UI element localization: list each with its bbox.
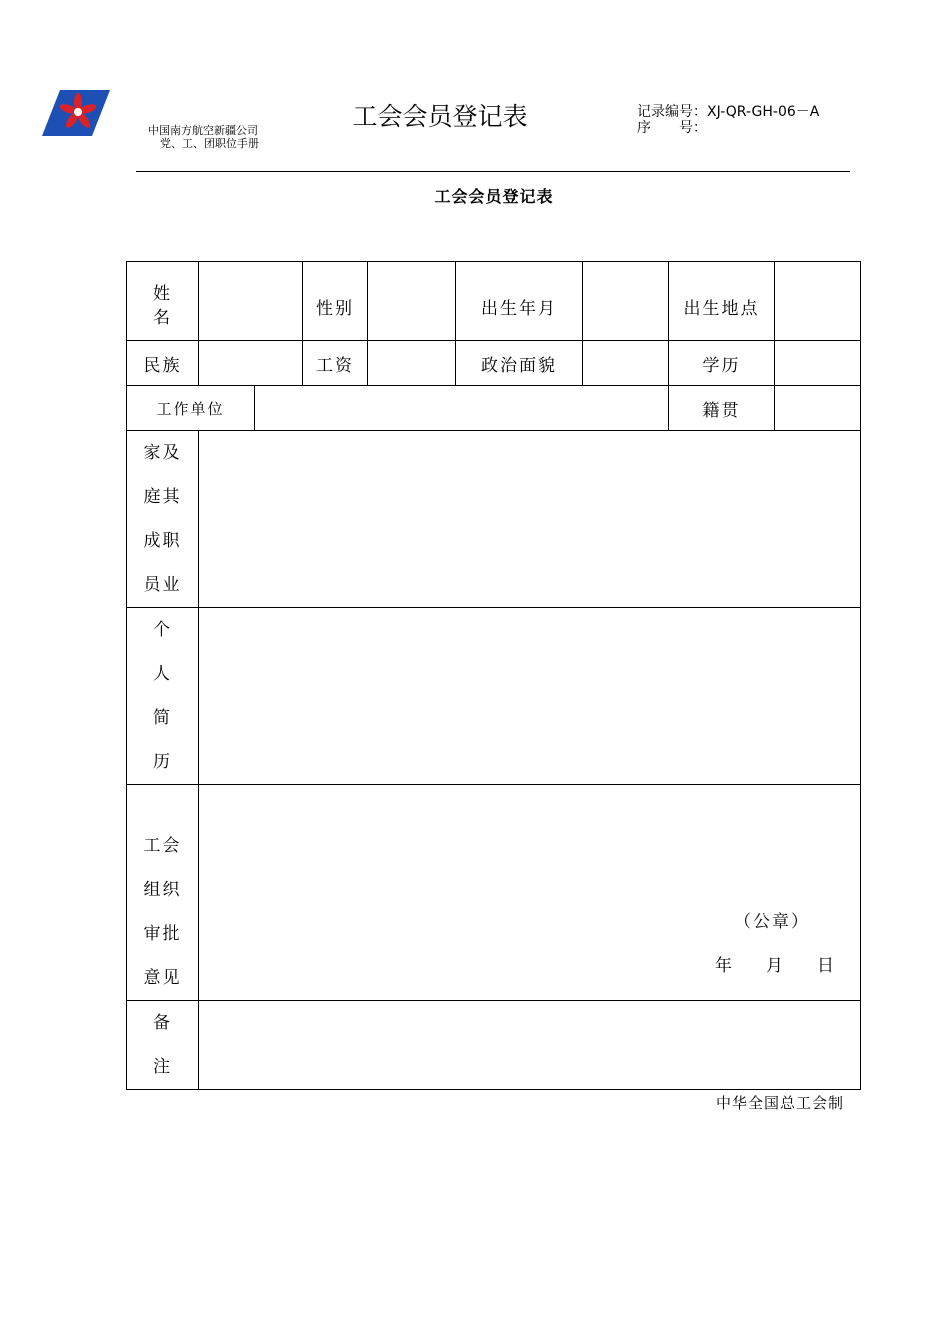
header-title: 工会会员登记表 bbox=[352, 102, 528, 131]
registration-form-table bbox=[126, 261, 861, 1090]
field-political-status[interactable] bbox=[583, 341, 669, 386]
field-birthplace[interactable] bbox=[775, 262, 861, 341]
field-resume[interactable] bbox=[199, 608, 861, 785]
row-basic-info bbox=[127, 262, 861, 341]
header-divider bbox=[136, 171, 850, 172]
field-native-place[interactable] bbox=[775, 386, 861, 431]
label-birth-date: 出生年月 bbox=[456, 262, 583, 341]
label-remarks: 备 注 bbox=[127, 1001, 199, 1090]
label-education: 学历 bbox=[669, 341, 775, 386]
field-work-unit[interactable] bbox=[255, 386, 669, 431]
sequence-number: 序 号： bbox=[637, 120, 707, 136]
company-line1: 中国南方航空新疆公司 bbox=[148, 124, 258, 137]
label-native-place: 籍贯 bbox=[669, 386, 775, 431]
company-name bbox=[148, 124, 259, 150]
field-name[interactable] bbox=[199, 262, 303, 341]
record-info bbox=[637, 104, 819, 136]
label-work-unit: 工作单位 bbox=[127, 386, 255, 431]
label-political-status: 政治面貌 bbox=[456, 341, 583, 386]
company-line2: 党、工、团职位手册 bbox=[160, 137, 259, 150]
label-resume: 个 人 简 历 bbox=[127, 608, 199, 785]
row-personal-info bbox=[127, 341, 861, 386]
row-approval bbox=[127, 785, 861, 1001]
field-family[interactable] bbox=[199, 431, 861, 608]
field-remarks[interactable] bbox=[199, 1001, 861, 1090]
field-salary[interactable] bbox=[368, 341, 456, 386]
label-approval: 工会 组织 审批 意见 bbox=[127, 785, 199, 1001]
form-title: 工会会员登记表 bbox=[434, 187, 554, 206]
official-stamp-label: （公章） bbox=[734, 912, 810, 932]
label-ethnicity: 民族 bbox=[127, 341, 199, 386]
label-name: 姓名 bbox=[127, 262, 199, 341]
record-number: 记录编号：XJ-QR-GH-06－A bbox=[637, 104, 820, 120]
label-family: 家及 庭其 成职 员业 bbox=[127, 431, 199, 608]
label-salary: 工资 bbox=[303, 341, 368, 386]
field-birth-date[interactable] bbox=[583, 262, 669, 341]
row-work-info bbox=[127, 386, 861, 431]
footer-maker: 中华全国总工会制 bbox=[716, 1094, 845, 1112]
approval-date: 年 月 日 bbox=[715, 956, 834, 976]
field-gender[interactable] bbox=[368, 262, 456, 341]
row-remarks bbox=[127, 1001, 861, 1090]
field-education[interactable] bbox=[775, 341, 861, 386]
label-gender: 性别 bbox=[303, 262, 368, 341]
label-birthplace: 出生地点 bbox=[669, 262, 775, 341]
field-ethnicity[interactable] bbox=[199, 341, 303, 386]
field-approval[interactable] bbox=[199, 785, 861, 1001]
kapok-logo-icon bbox=[42, 90, 110, 136]
row-resume bbox=[127, 608, 861, 785]
row-family bbox=[127, 431, 861, 608]
